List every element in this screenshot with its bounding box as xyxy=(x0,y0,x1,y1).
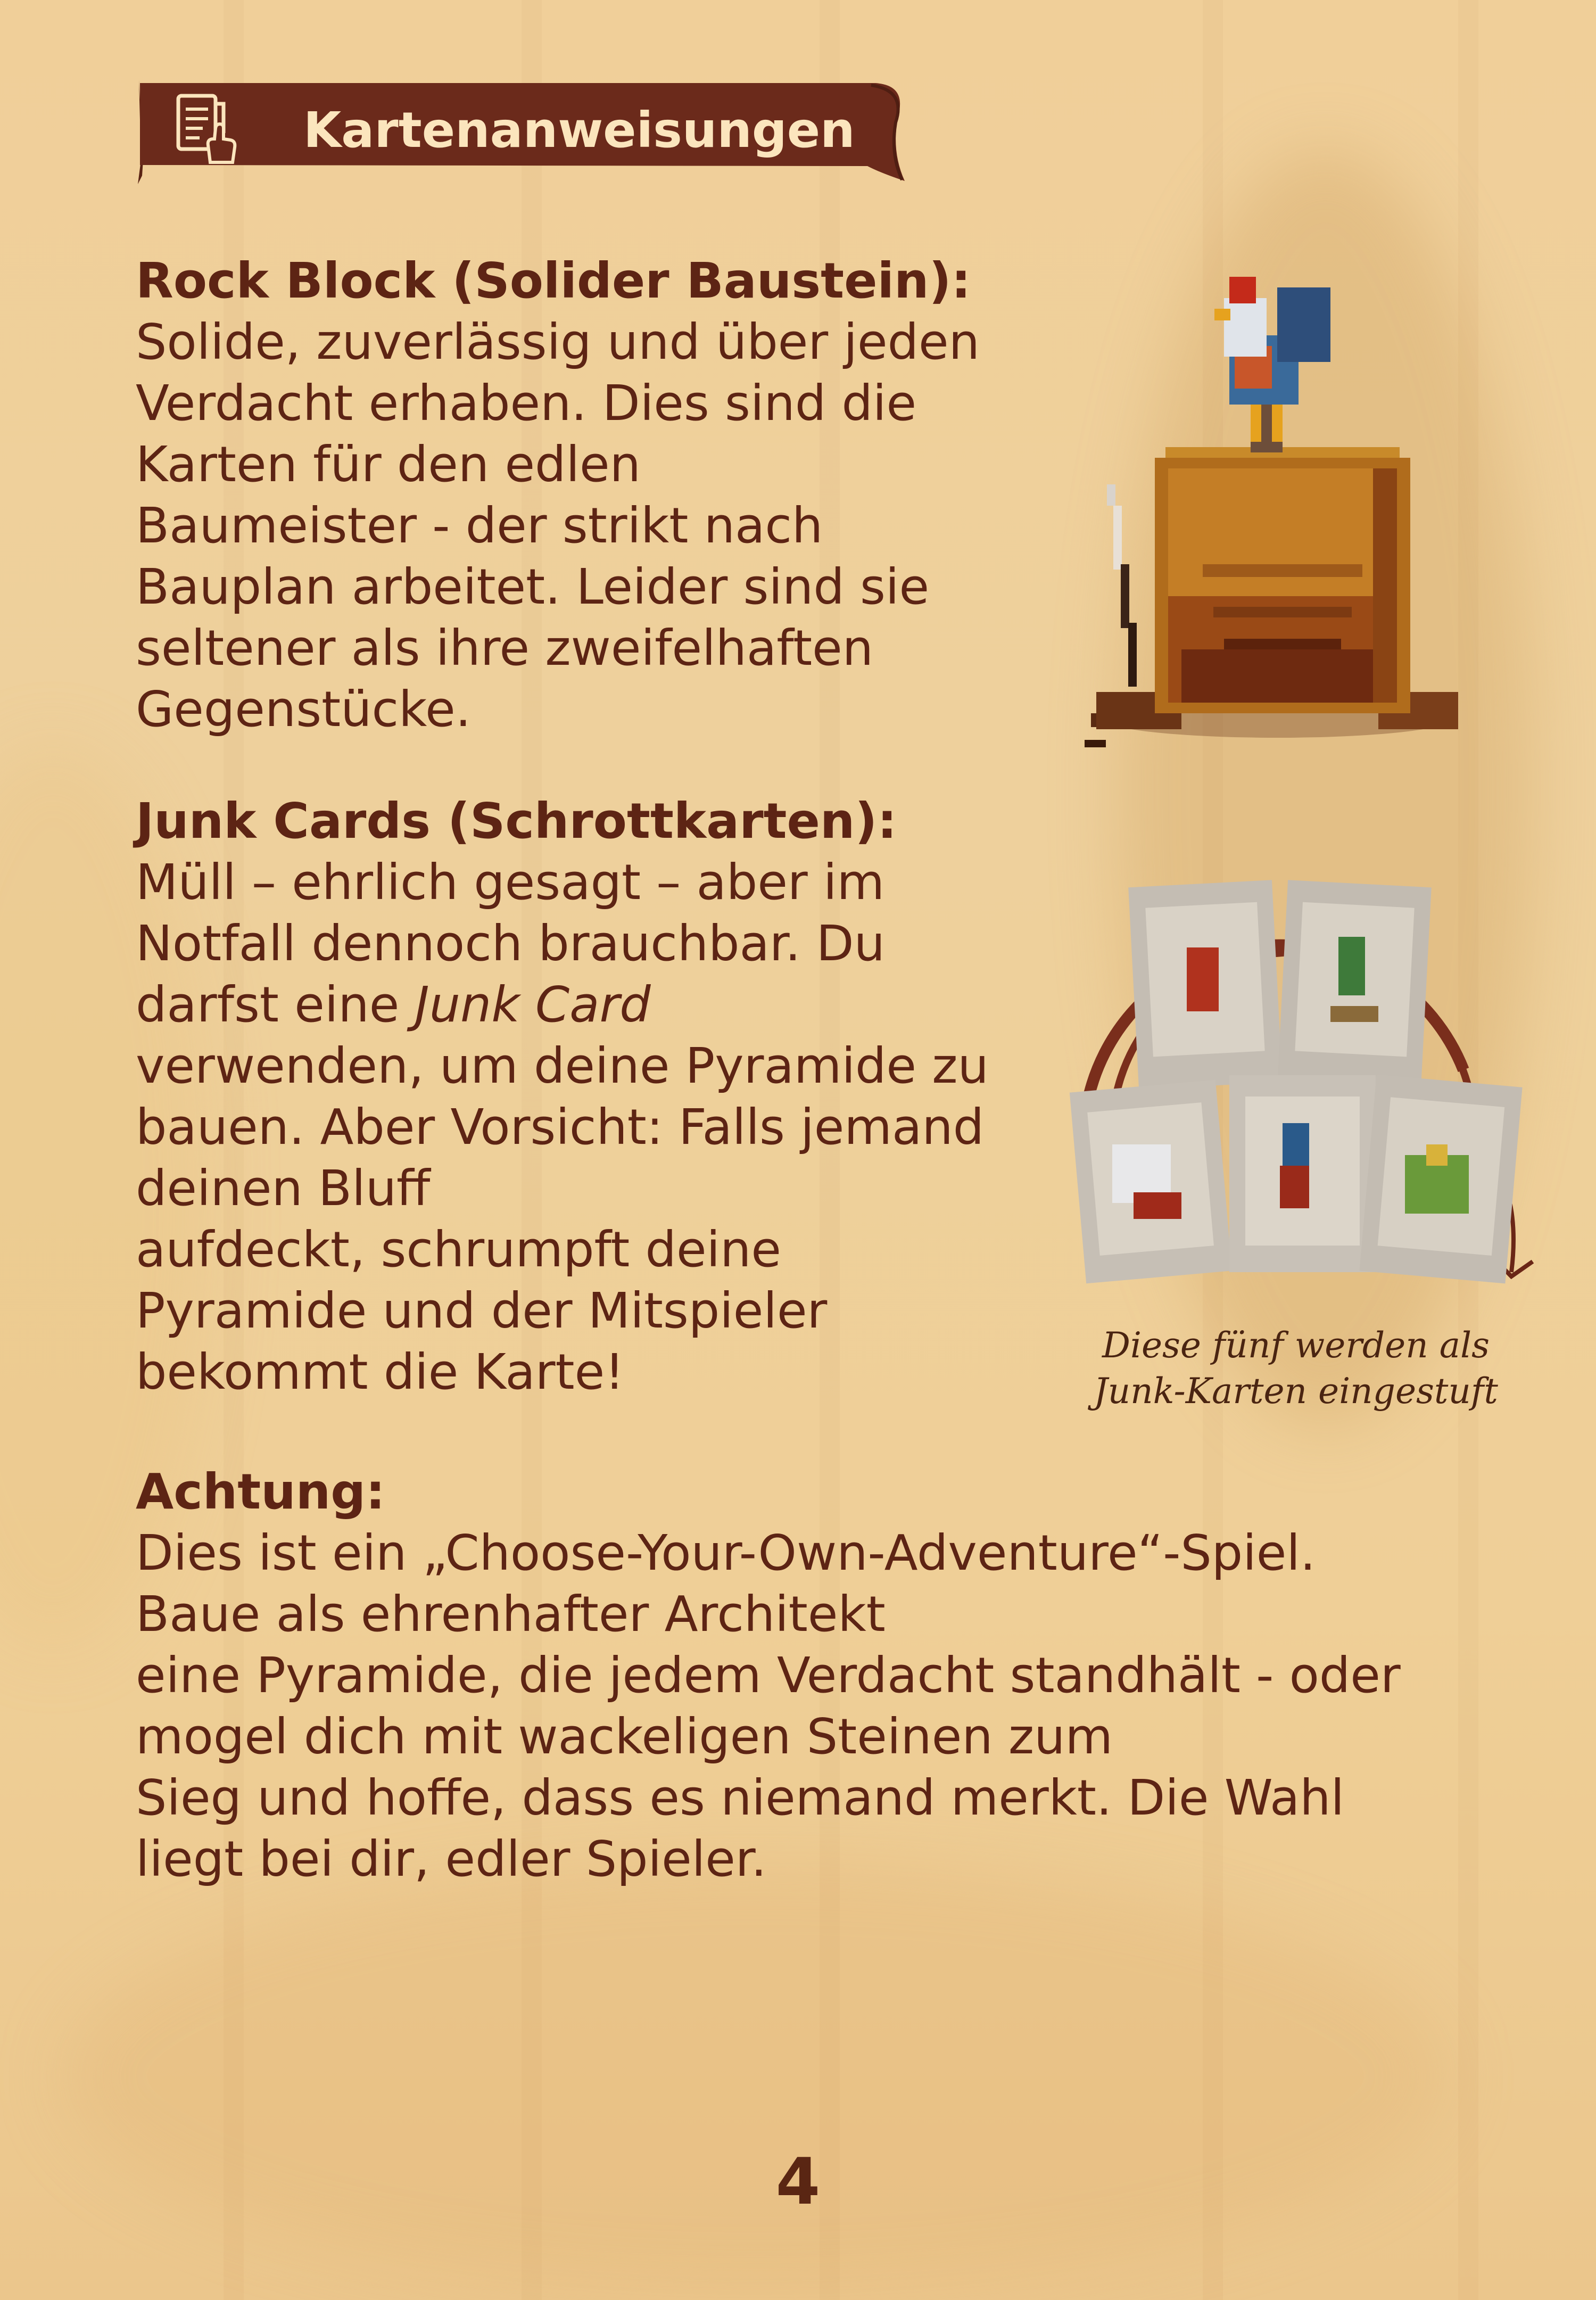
junk-cards-caption xyxy=(1056,1323,1535,1414)
junk-cards-line-4: verwenden, um deine Pyramide zu xyxy=(136,1037,989,1094)
caption-line-1: Diese fünf werden als xyxy=(1102,1325,1490,1366)
junk-cards-line-5: bauen. Aber Vorsicht: Falls jemand xyxy=(136,1099,985,1156)
rock-block-line-3: Karten für den edlen xyxy=(136,436,641,493)
junk-cards-line-3-text: darfst eine xyxy=(136,976,415,1033)
attention-heading: Achtung: xyxy=(136,1463,385,1520)
rock-block-line-7: Gegenstücke. xyxy=(136,681,471,738)
attention-line-4: mogel dich mit wackeligen Steinen zum xyxy=(136,1708,1113,1765)
junk-cards-line-2: Notfall dennoch brauchbar. Du xyxy=(136,915,885,972)
rock-block-line-5: Bauplan arbeitet. Leider sind sie xyxy=(136,558,930,615)
page-title: Kartenanweisungen xyxy=(303,102,855,159)
rock-block-illustration xyxy=(1075,266,1469,758)
rock-block-line-6: seltener als ihre zweifelhaften xyxy=(136,620,874,677)
junk-cards-line-6: deinen Bluff xyxy=(136,1160,431,1217)
attention-line-5: Sieg und hoffe, dass es niemand merkt. Die Wahl xyxy=(136,1769,1345,1826)
attention-section xyxy=(136,1461,1519,1890)
junk-cards-line-8: Pyramide und der Mitspieler xyxy=(136,1282,828,1339)
junk-cards-heading: Junk Cards (Schrottkarten): xyxy=(136,793,897,850)
junk-cards-section xyxy=(136,790,1067,1403)
attention-line-3: eine Pyramide, die jedem Verdacht standhält - oder xyxy=(136,1647,1401,1704)
junk-cards-line-3 xyxy=(136,974,1067,1035)
junk-card-term: Junk Card xyxy=(415,976,651,1033)
attention-line-6: liegt bei dir, edler Spieler. xyxy=(136,1831,767,1887)
attention-line-1: Dies ist ein „Choose-Your-Own-Adventure“-Spiel. xyxy=(136,1524,1316,1581)
rock-block-line-4: Baumeister - der strikt nach xyxy=(136,497,823,554)
rock-block-line-1: Solide, zuverlässig und über jeden xyxy=(136,314,980,370)
attention-line-2: Baue als ehrenhafter Architekt xyxy=(136,1586,886,1643)
card-document-icon xyxy=(173,93,239,165)
caption-line-2: Junk-Karten eingestuft xyxy=(1094,1371,1498,1412)
junk-cards-illustration xyxy=(1054,846,1565,1328)
junk-cards-line-9: bekommt die Karte! xyxy=(136,1343,625,1400)
junk-cards-line-1: Müll – ehrlich gesagt – aber im xyxy=(136,854,885,911)
rock-block-section xyxy=(136,250,1067,740)
rock-block-heading: Rock Block (Solider Baustein): xyxy=(136,252,971,309)
junk-cards-line-7: aufdeckt, schrumpft deine xyxy=(136,1221,782,1278)
page-number: 4 xyxy=(775,2145,821,2219)
section-banner xyxy=(136,80,907,186)
rock-block-line-2: Verdacht erhaben. Dies sind die xyxy=(136,375,917,432)
